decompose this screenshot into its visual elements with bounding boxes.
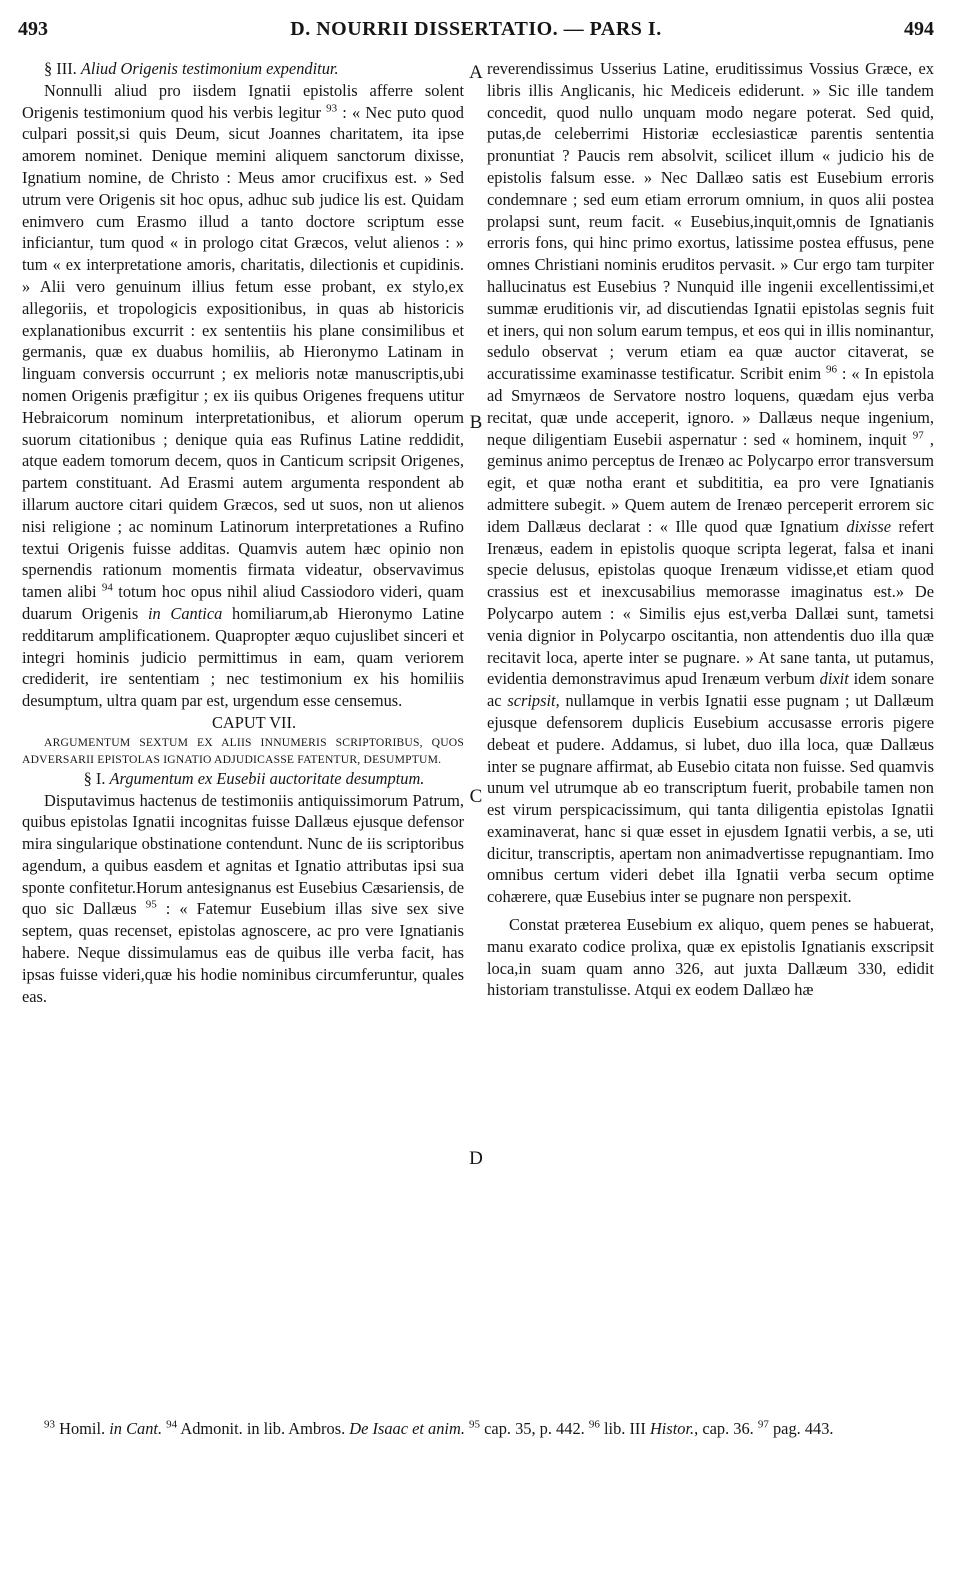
footnote-ref[interactable]: 96	[826, 363, 837, 376]
margin-letter-b: B	[469, 412, 483, 433]
section-number: § I.	[83, 768, 106, 788]
page-number-left: 493	[18, 18, 48, 40]
page-number-right: 494	[904, 18, 934, 40]
margin-letter-c: C	[469, 786, 483, 807]
footnote-number: 96	[588, 1418, 600, 1431]
section-heading	[22, 58, 464, 80]
footnote-number: 93	[44, 1418, 55, 1431]
paragraph: Disputavimus hactenus de testimoniis antiquissimorum Patrum, quibus epistolas Ignatii incognitas fuisse Dallæus ejusque defensor mira singularique obstinatione contendunt. Nunc de iis scriptoribus agendum, a quibus easdem et agnitas et Ignatio attributas ipsi sua sponte confitetur.Horum antesignanus est Eusebius Cæsariensis, de quo sic Dallæus $^{95}$ : « Fatemur Eusebium illas sive sex sive septem, quas recenset, epistolas agnoscere, ac pro vere Ignatianis habere. Neque dissimulamus eas de quibus ille verba facit, has ipsas fuisse videri,quæ his hodie nominibus circumferuntur, quales eas.	[22, 790, 464, 1006]
footnote-number: 97	[757, 1418, 769, 1431]
chapter-argument: ARGUMENTUM SEXTUM EX ALIIS INNUMERIS SCRIPTORIBUS, QUOS ADVERSARII EPISTOLAS IGNATIO ADJUDICASSE FATENTUR, DESUMPTUM.	[22, 735, 464, 766]
footnote-ref[interactable]: 97	[912, 429, 924, 442]
footnote-ref[interactable]: 94	[101, 581, 113, 594]
footnote-ref[interactable]: 95	[145, 899, 157, 912]
margin-letter-a: A	[469, 62, 483, 83]
paragraph: Constat præterea Eusebium ex aliquo, quem penes se habuerat, manu exarato codice prolixa, quæ ex epistolis Ignatianis exscripsit loca,in suam quam anno 326, aut juxta Dallæum 330, edidit historiam transtulisse. Atqui ex eodem Dallæo hæ	[487, 915, 934, 1000]
paragraph: Nonnulli aliud pro iisdem Ignatii epistolis afferre solent Origenis testimonium quod his verbis legitur $^{93}$ : « Nec puto quod culpari possit,si quis Deum, sicut Joannes charitatem, ita ipse amorem nominet. Denique memini aliquem sanctorum dixisse, Ignatium nomine, de Christo : Meus amor crucifixus est. » Sed utrum vere Origenis sit hoc opus, adhuc sub judice lis est. Quidam enimvero cum Erasmo illud a tanto doctore scriptum esse inficiantur, tum quod « in prologo citat Græcos, velut alienos : » tum « ex interpretatione amoris, charitatis, dilectionis et cupidinis. » Alii vero genuinum illius fetum esse probant, ex stylo,ex allegoriis, et tropologicis expositionibus, in quas ab historicis explanationibus excurrit : ex sententiis his plane consimilibus et germanis, quæ ex duabus homiliis, ab Hieronymo Latinam in linguam conversis occurrunt ; ex melioris notæ manuscriptis,ubi nomen Origenis præfigitur ; ex iis quibus Origenes frequens utitur Hebraicorum nominum interpretationibus, et aliorum operum suorum citationibus ; denique quia eas Rufinus Latine reddidit, atque eadem tomorum decem, quos in Canticum scripsit Origenes, partem constituant. Ad Erasmi autem argumenta respondent ab illarum auctore citari quidem Græcos, sed ut suos, non ut alienos nisi religione ; ac nominum Latinorum interpretationes a Rufino textui Origenis fuisse additas. Quamvis autem hæc opinio non spernendis rationum momentis firmata videatur, observavimus tamen alibi $^{94}$ totum hoc opus nihil aliud Cassiodoro videri, quam duarum Origenis in Cantica homiliarum,ab Hieronymo Latine redditarum amplificationem. Quapropter æquo cujuslibet sinceri et integri hominis judicio permittimus in eam, quam veriorem crediderit, ire sententiam ; nec testimonium ex his homiliis desumptum, ultra quam par est, urgendum esse censemus.	[22, 80, 465, 711]
running-header	[18, 18, 934, 48]
footnote-number: 94	[166, 1418, 178, 1431]
footnotes: $^{93}$ Homil. in Cant. $^{94}$ Admonit. in lib. Ambros. De Isaac et anim. $^{95}$ cap. 35, p. 442. $^{96}$ lib. III Histor., cap. 36. $^{97}$ pag. 443.	[44, 1418, 834, 1438]
footnote-number: 95	[469, 1418, 481, 1431]
right-column	[487, 58, 934, 1001]
section-title: Aliud Origenis testimonium expenditur.	[80, 59, 339, 78]
section-heading	[22, 768, 464, 790]
section-title: Argumentum ex Eusebii auctoritate desumptum.	[109, 768, 425, 788]
chapter-heading: CAPUT VII.	[211, 712, 297, 732]
paragraph: reverendissimus Usserius Latine, eruditissimus Vossius Græce, ex libris illis Anglicanis, hic Mediceis ediderunt. » Sic ille tandem concedit, quod nullo unquam modo negare poterat. Sed quid, putas,de celeberrimi Historiæ ecclesiasticæ parentis sententia pronuntiat ? Paucis rem absolvit, scilicet illum « judicio his de epistolis falsum esse. » Nec Dallæo satis est Eusebium erroris condemnare ; sed eum etiam errorum omnium, in quos alii postea prolapsi sunt, reum facit. « Eusebius,inquit,omnis de Ignatianis erroris fons, qui hinc primo exortus, latissime postea effusus, pene omnes Christiani nominis eruditos pervasit. » Cur ergo tam turpiter hallucinatus est Eusebius ? Nunquid ille ingenii excellentissimi,et summæ eruditionis vir, ad discutiendas Ignatii epistolas segnis fuit et iners, qui non solum earum tempus, et eos qui in illis nominantur, sedulo observat ; verum etiam ea quæ auctor citaverat, se accuratissime examinasse testificatur. Scribit enim $^{96}$ : « In epistola ad Smyrnæos de Servatore nostro loquens, quædam ejus verba recitat, quæ unde acceperit, ignoro. » Dallæus neque ingenium, neque diligentiam Eusebii aspernatur : sed « hominem, inquit $^{97}$ , geminus animo perceptus de Irenæo ac Polycarpo error transversum egit, et quæ notha erant et subdititia, ea pro vere Ignatianis admittere subegit. » Quem autem de Irenæo perceperit errorem sic idem Dallæus declarat : « Ille quod quæ Ignatium dixisse refert Irenæus, eadem in epistolis quoque scripta legerat, falsa et inani specie delusus, epistolas quoque Irenæum vidisse,et etiam quod crassius est et inexcusabilius memorasse imaginatus est.» De Polycarpo autem : « Similis ejus est,verba Dallæi sunt, tametsi venia dignior in Polycarpo oscitantia, non attendentis duo illa quæ recitavit loca, aperte inter se pugnare. » At sane tanta, ut putamus, evidentia demonstravimus apud Irenæum verbum dixit idem sonare ac scripsit, nullamque in verbis Ignatii esse pugnam ; ut Dallæum ejusque defensorem duplicis Eusebium accusasse erroris pigere debeat et pudere. Addamus, si lubet, duo illa loca, quæ Dallæus inter se pugnare affirmat, ab Eusebio citata non fuisse. Sed quamvis unum vel utrumque ab eo transcriptum fuerit, probabile tamen non est virum perspicacissimum, qui tanta diligentia epistolas Ignatii examinaverat, hanc si quæ esset in ejusdem Ignatii verbis, a se, uti dicitur, transcriptis, apertam non animadvertisse repugnantiam. Imo omnibus certum videri debet illa Ignatii verba secum optime cohærere, quæ Eusebius inter se pugnare non perspexit.	[487, 59, 934, 907]
footnote-ref[interactable]: 93	[326, 102, 338, 115]
section-number: § III.	[44, 59, 77, 78]
margin-letter-d: D	[469, 1148, 483, 1169]
running-title: D. NOURRII DISSERTATIO. — PARS I.	[290, 18, 662, 40]
left-column	[22, 58, 464, 1007]
